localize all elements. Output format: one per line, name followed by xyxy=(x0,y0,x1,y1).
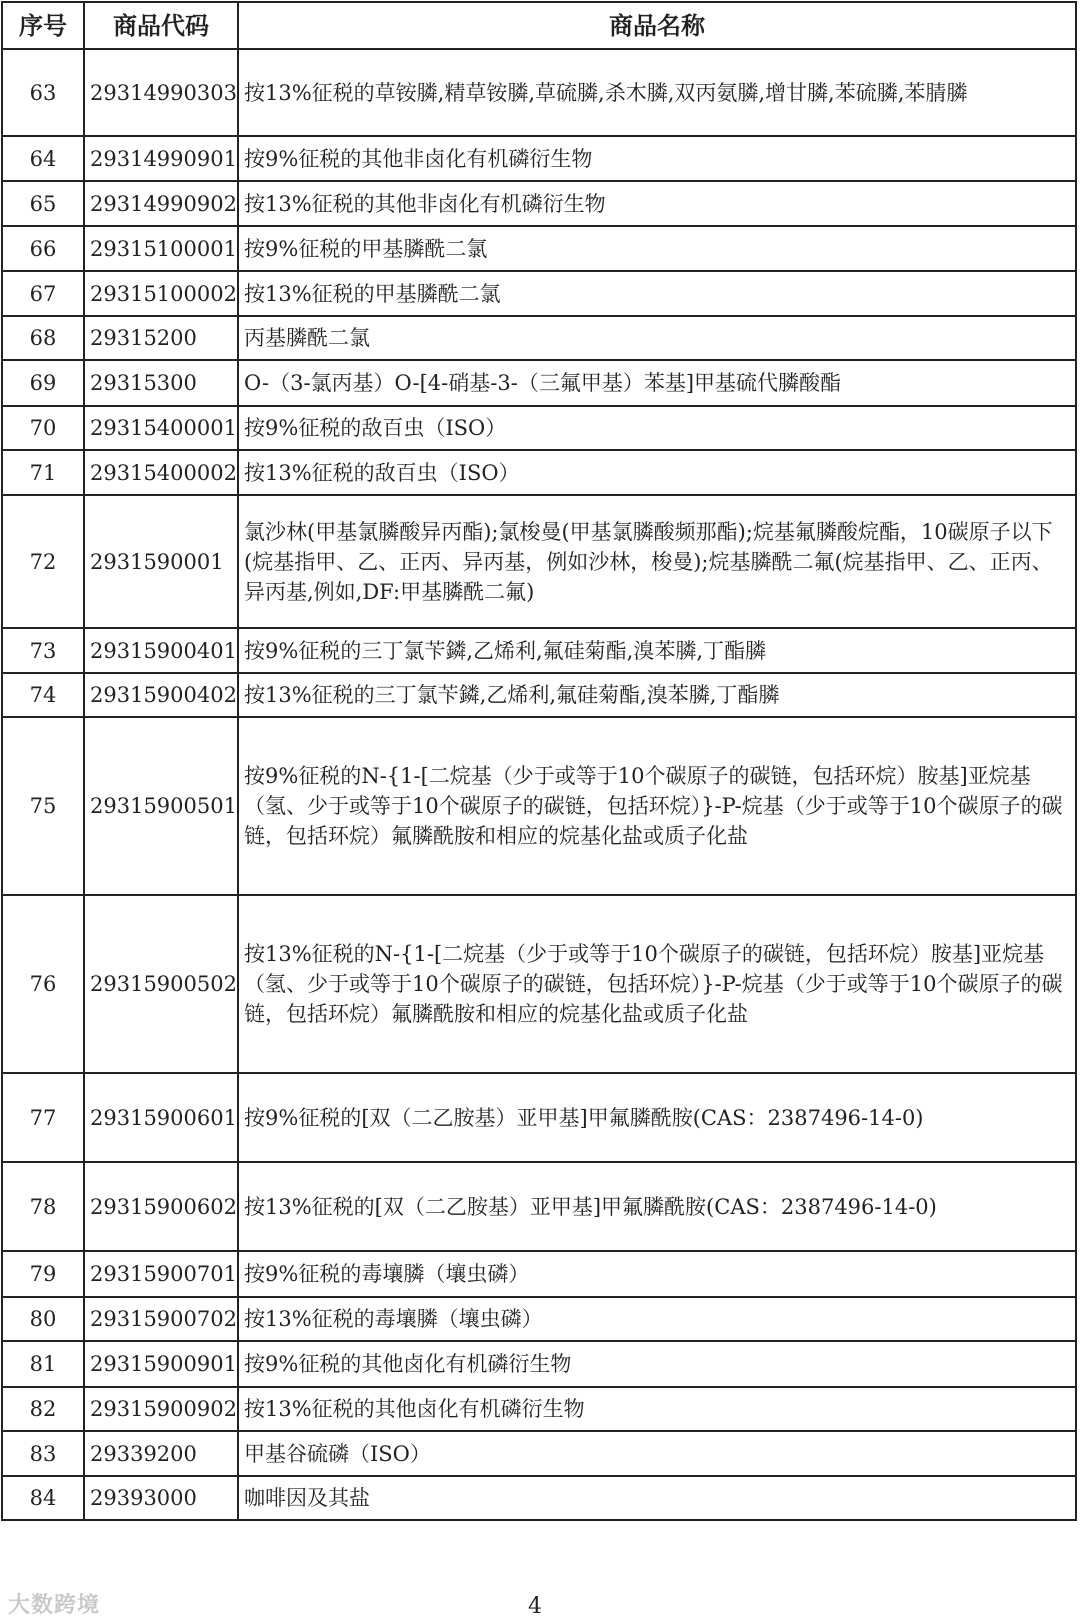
product-name: 按13%征税的草铵膦,精草铵膦,草硫膦,杀木膦,双丙氨膦,增甘膦,苯硫膦,苯腈膦 xyxy=(238,49,1076,136)
row-number: 73 xyxy=(2,628,84,673)
product-code: 29314990303 xyxy=(84,49,238,136)
row-number: 65 xyxy=(2,181,84,226)
product-name: 按9%征税的三丁氯苄鏻,乙烯利,氟硅菊酯,溴苯膦,丁酯膦 xyxy=(238,628,1076,673)
product-code: 29315900501 xyxy=(84,717,238,895)
product-name: 按9%征税的其他卤化有机磷衍生物 xyxy=(238,1341,1076,1387)
table-row xyxy=(2,628,1076,673)
row-number: 80 xyxy=(2,1297,84,1341)
product-code: 29315900901 xyxy=(84,1341,238,1387)
table-row xyxy=(2,360,1076,406)
product-code: 29314990902 xyxy=(84,181,238,226)
product-name: 按9%征税的[双（二乙胺基）亚甲基]甲氟膦酰胺(CAS：2387496-14-0) xyxy=(238,1073,1076,1162)
watermark-logo: 大数跨境 xyxy=(8,1593,101,1618)
table-row xyxy=(2,136,1076,181)
table-row xyxy=(2,1162,1076,1251)
header-no: 序号 xyxy=(2,2,84,49)
table-row xyxy=(2,181,1076,226)
table-row xyxy=(2,450,1076,495)
row-number: 63 xyxy=(2,49,84,136)
table-row xyxy=(2,1341,1076,1387)
product-code: 29315900702 xyxy=(84,1297,238,1341)
row-number: 64 xyxy=(2,136,84,181)
product-name: 按13%征税的甲基膦酰二氯 xyxy=(238,271,1076,316)
product-name: 丙基膦酰二氯 xyxy=(238,316,1076,360)
product-code: 29315400002 xyxy=(84,450,238,495)
product-code: 2931590001 xyxy=(84,495,238,628)
row-number: 69 xyxy=(2,360,84,406)
product-name: 按13%征税的毒壤膦（壤虫磷） xyxy=(238,1297,1076,1341)
product-name: 甲基谷硫磷（ISO） xyxy=(238,1431,1076,1476)
table-header-row xyxy=(2,2,1076,49)
product-name: 按9%征税的其他非卤化有机磷衍生物 xyxy=(238,136,1076,181)
table-row xyxy=(2,673,1076,717)
product-code: 29315400001 xyxy=(84,406,238,450)
product-name: 氯沙林(甲基氯膦酸异丙酯);氯梭曼(甲基氯膦酸频那酯);烷基氟膦酸烷酯，10碳原子以下(烷基指甲、乙、正丙、异丙基，例如沙林，梭曼);烷基膦酰二氟(烷基指甲、乙、正丙、异丙基,例如,DF:甲基膦酰二氟) xyxy=(238,495,1076,628)
table-row xyxy=(2,1297,1076,1341)
product-code: 29315900701 xyxy=(84,1251,238,1297)
product-code: 29315100001 xyxy=(84,226,238,271)
row-number: 79 xyxy=(2,1251,84,1297)
product-name: O-（3-氯丙基）O-[4-硝基-3-（三氟甲基）苯基]甲基硫代膦酸酯 xyxy=(238,360,1076,406)
row-number: 72 xyxy=(2,495,84,628)
product-name: 按9%征税的敌百虫（ISO） xyxy=(238,406,1076,450)
product-name: 按13%征税的其他卤化有机磷衍生物 xyxy=(238,1387,1076,1431)
row-number: 77 xyxy=(2,1073,84,1162)
table-row xyxy=(2,316,1076,360)
product-code: 29315900602 xyxy=(84,1162,238,1251)
product-table xyxy=(1,1,1077,1521)
table-row xyxy=(2,495,1076,628)
product-code: 29339200 xyxy=(84,1431,238,1476)
page-number: 4 xyxy=(528,1594,542,1619)
header-code: 商品代码 xyxy=(84,2,238,49)
product-code: 29315900601 xyxy=(84,1073,238,1162)
row-number: 66 xyxy=(2,226,84,271)
product-code: 29315900401 xyxy=(84,628,238,673)
product-code: 29315300 xyxy=(84,360,238,406)
product-code: 29315200 xyxy=(84,316,238,360)
row-number: 82 xyxy=(2,1387,84,1431)
header-name: 商品名称 xyxy=(238,2,1076,49)
table-row xyxy=(2,895,1076,1073)
product-name: 按9%征税的毒壤膦（壤虫磷） xyxy=(238,1251,1076,1297)
row-number: 70 xyxy=(2,406,84,450)
product-name: 按13%征税的其他非卤化有机磷衍生物 xyxy=(238,181,1076,226)
table-row xyxy=(2,717,1076,895)
row-number: 83 xyxy=(2,1431,84,1476)
table-row xyxy=(2,406,1076,450)
product-code: 29315900502 xyxy=(84,895,238,1073)
product-code: 29314990901 xyxy=(84,136,238,181)
product-code: 29393000 xyxy=(84,1476,238,1520)
table-row xyxy=(2,1387,1076,1431)
product-name: 按9%征税的N-{1-[二烷基（少于或等于10个碳原子的碳链，包括环烷）胺基]亚烷基（氢、少于或等于10个碳原子的碳链，包括环烷）}-P-烷基（少于或等于10个碳原子的碳链，包括环烷）氟膦酰胺和相应的烷基化盐或质子化盐 xyxy=(238,717,1076,895)
table-row xyxy=(2,1073,1076,1162)
product-code: 29315100002 xyxy=(84,271,238,316)
product-code: 29315900902 xyxy=(84,1387,238,1431)
table-row xyxy=(2,49,1076,136)
product-name: 按13%征税的N-{1-[二烷基（少于或等于10个碳原子的碳链，包括环烷）胺基]亚烷基（氢、少于或等于10个碳原子的碳链，包括环烷）}-P-烷基（少于或等于10个碳原子的碳链，包括环烷）氟膦酰胺和相应的烷基化盐或质子化盐 xyxy=(238,895,1076,1073)
table-row xyxy=(2,1476,1076,1520)
table-row xyxy=(2,1251,1076,1297)
row-number: 84 xyxy=(2,1476,84,1520)
table-row xyxy=(2,271,1076,316)
product-name: 按13%征税的[双（二乙胺基）亚甲基]甲氟膦酰胺(CAS：2387496-14-0) xyxy=(238,1162,1076,1251)
row-number: 74 xyxy=(2,673,84,717)
product-name: 咖啡因及其盐 xyxy=(238,1476,1076,1520)
row-number: 68 xyxy=(2,316,84,360)
product-name: 按9%征税的甲基膦酰二氯 xyxy=(238,226,1076,271)
row-number: 81 xyxy=(2,1341,84,1387)
row-number: 67 xyxy=(2,271,84,316)
product-name: 按13%征税的敌百虫（ISO） xyxy=(238,450,1076,495)
row-number: 78 xyxy=(2,1162,84,1251)
table-row xyxy=(2,226,1076,271)
product-name: 按13%征税的三丁氯苄鏻,乙烯利,氟硅菊酯,溴苯膦,丁酯膦 xyxy=(238,673,1076,717)
table-row xyxy=(2,1431,1076,1476)
row-number: 76 xyxy=(2,895,84,1073)
row-number: 75 xyxy=(2,717,84,895)
product-code: 29315900402 xyxy=(84,673,238,717)
row-number: 71 xyxy=(2,450,84,495)
